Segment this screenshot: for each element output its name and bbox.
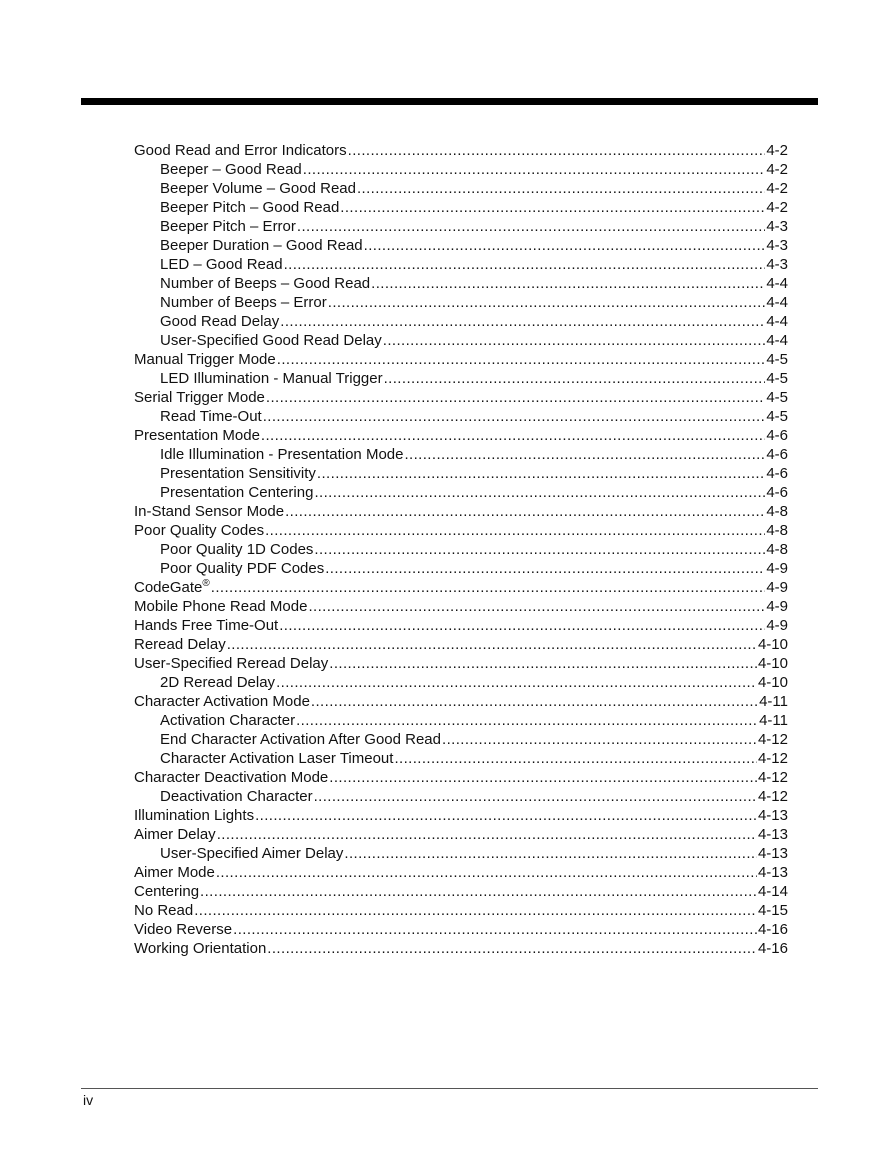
dot-leader bbox=[297, 217, 765, 236]
dot-leader bbox=[280, 312, 765, 331]
toc-entry[interactable] bbox=[134, 863, 788, 882]
toc-entry-title bbox=[160, 179, 356, 198]
toc-entry-title bbox=[160, 407, 262, 426]
toc-entry-title-text: Idle Illumination - Presentation Mode bbox=[160, 446, 404, 463]
header-rule bbox=[81, 98, 818, 105]
dot-leader bbox=[344, 844, 757, 863]
toc-entry-title bbox=[160, 445, 403, 464]
toc-entry[interactable] bbox=[134, 426, 788, 445]
toc-entry-title-text: Serial Trigger Mode bbox=[134, 389, 265, 406]
toc-entry[interactable] bbox=[134, 692, 788, 711]
dot-leader bbox=[266, 388, 765, 407]
toc-entry-page: 4-5 bbox=[766, 370, 788, 387]
toc-entry-title bbox=[134, 806, 254, 825]
dot-leader bbox=[314, 787, 757, 806]
dot-leader bbox=[371, 274, 765, 293]
toc-entry-title bbox=[134, 920, 232, 939]
toc-entry[interactable] bbox=[134, 445, 788, 464]
toc-entry-title bbox=[160, 711, 295, 730]
toc-entry-title bbox=[134, 350, 276, 369]
toc-entry-page: 4-10 bbox=[757, 636, 788, 653]
toc-entry-title bbox=[134, 635, 226, 654]
toc-entry-page: 4-12 bbox=[757, 769, 788, 786]
toc-entry-title bbox=[134, 578, 210, 597]
toc-entry-title-text: Beeper Duration – Good Read bbox=[160, 237, 363, 254]
toc-entry[interactable] bbox=[134, 711, 788, 730]
toc-entry[interactable] bbox=[134, 749, 788, 768]
toc-entry-title bbox=[160, 559, 324, 578]
toc-entry[interactable] bbox=[134, 616, 788, 635]
toc-entry-title-text: Number of Beeps – Good Read bbox=[160, 275, 371, 292]
toc-entry-title bbox=[134, 616, 278, 635]
dot-leader bbox=[404, 445, 765, 464]
toc-entry-title bbox=[134, 882, 199, 901]
toc-entry-title-text: User-Specified Good Read Delay bbox=[160, 332, 382, 349]
toc-entry-title-text: Hands Free Time-Out bbox=[134, 617, 279, 634]
toc-entry-title-text: Manual Trigger Mode bbox=[134, 351, 276, 368]
toc-entry-title bbox=[160, 160, 302, 179]
dot-leader bbox=[317, 464, 765, 483]
toc-entry-title-text: Beeper Pitch – Error bbox=[160, 218, 296, 235]
toc-entry-page: 4-9 bbox=[766, 598, 788, 615]
dot-leader bbox=[285, 502, 765, 521]
toc-entry-title-text: Activation Character bbox=[160, 712, 296, 729]
toc-entry-title-text: Centering bbox=[134, 883, 200, 900]
toc-entry-title bbox=[160, 293, 327, 312]
dot-leader bbox=[200, 882, 757, 901]
toc-entry[interactable] bbox=[134, 236, 788, 255]
toc-entry-title-text: 2D Reread Delay bbox=[160, 674, 276, 691]
toc-entry-title-text: Presentation Centering bbox=[160, 484, 314, 501]
toc-entry-title-text: Poor Quality Codes bbox=[134, 522, 265, 539]
toc-entry-title bbox=[160, 198, 339, 217]
dot-leader bbox=[216, 863, 757, 882]
toc-entry-page: 4-13 bbox=[757, 807, 788, 824]
toc-entry-title bbox=[160, 540, 313, 559]
toc-entry-title-text: Number of Beeps – Error bbox=[160, 294, 327, 311]
toc-entry-title bbox=[160, 730, 441, 749]
toc-entry[interactable] bbox=[134, 293, 788, 312]
toc-entry-page: 4-2 bbox=[766, 199, 788, 216]
toc-entry-title-text: Beeper Pitch – Good Read bbox=[160, 199, 340, 216]
toc-entry[interactable] bbox=[134, 844, 788, 863]
dot-leader bbox=[263, 407, 766, 426]
toc-entry[interactable] bbox=[134, 350, 788, 369]
footer-rule bbox=[81, 1088, 818, 1089]
toc-entry-page: 4-15 bbox=[757, 902, 788, 919]
toc-entry[interactable] bbox=[134, 597, 788, 616]
toc-entry-title bbox=[134, 901, 193, 920]
toc-entry[interactable] bbox=[134, 882, 788, 901]
dot-leader bbox=[227, 635, 757, 654]
dot-leader bbox=[357, 179, 765, 198]
toc-entry-title-text: Character Deactivation Mode bbox=[134, 769, 329, 786]
dot-leader bbox=[328, 293, 766, 312]
dot-leader bbox=[284, 255, 766, 274]
toc-entry-page: 4-16 bbox=[757, 940, 788, 957]
toc-entry[interactable] bbox=[134, 901, 788, 920]
dot-leader bbox=[314, 540, 765, 559]
toc-entry-page: 4-11 bbox=[759, 712, 788, 729]
dot-leader bbox=[211, 578, 766, 597]
toc-entry[interactable] bbox=[134, 540, 788, 559]
toc-entry-page: 4-12 bbox=[757, 750, 788, 767]
toc-entry[interactable] bbox=[134, 806, 788, 825]
toc-entry-title bbox=[134, 597, 307, 616]
dot-leader bbox=[279, 616, 765, 635]
dot-leader bbox=[364, 236, 766, 255]
toc-entry-page: 4-10 bbox=[757, 674, 788, 691]
toc-entry[interactable] bbox=[134, 578, 788, 597]
toc-entry-title bbox=[134, 692, 310, 711]
toc-entry-page: 4-6 bbox=[766, 484, 788, 501]
dot-leader bbox=[314, 483, 765, 502]
toc-entry-page: 4-3 bbox=[766, 218, 788, 235]
toc-entry[interactable] bbox=[134, 521, 788, 540]
dot-leader bbox=[340, 198, 765, 217]
toc-entry-page: 4-2 bbox=[766, 180, 788, 197]
toc-entry-title bbox=[134, 825, 216, 844]
toc-entry-title-text: Good Read Delay bbox=[160, 313, 280, 330]
toc-entry-title bbox=[134, 768, 328, 787]
toc-entry-title-text: Presentation Mode bbox=[134, 427, 260, 444]
dot-leader bbox=[329, 654, 757, 673]
toc-entry[interactable] bbox=[134, 217, 788, 236]
dot-leader bbox=[348, 141, 766, 160]
dot-leader bbox=[255, 806, 757, 825]
toc-entry[interactable] bbox=[134, 787, 788, 806]
dot-leader bbox=[308, 597, 765, 616]
toc-entry[interactable] bbox=[134, 654, 788, 673]
dot-leader bbox=[383, 331, 766, 350]
toc-entry-page: 4-13 bbox=[757, 864, 788, 881]
dot-leader bbox=[296, 711, 758, 730]
toc-entry[interactable] bbox=[134, 502, 788, 521]
toc-entry[interactable] bbox=[134, 198, 788, 217]
toc-entry-title-text: User-Specified Reread Delay bbox=[134, 655, 329, 672]
toc-entry[interactable] bbox=[134, 673, 788, 692]
dot-leader bbox=[442, 730, 757, 749]
toc-entry-title-text: Poor Quality 1D Codes bbox=[160, 541, 314, 558]
toc-entry-page: 4-14 bbox=[757, 883, 788, 900]
toc-entry[interactable] bbox=[134, 635, 788, 654]
toc-entry[interactable] bbox=[134, 331, 788, 350]
toc-entry-page: 4-6 bbox=[766, 427, 788, 444]
dot-leader bbox=[325, 559, 765, 578]
toc-entry[interactable] bbox=[134, 825, 788, 844]
toc-entry-page: 4-4 bbox=[766, 332, 788, 349]
toc-entry-title bbox=[134, 654, 328, 673]
toc-entry-title bbox=[134, 521, 264, 540]
toc-entry-title-text: Illumination Lights bbox=[134, 807, 255, 824]
toc-entry-title bbox=[134, 502, 284, 521]
toc-entry-title-text: Character Activation Laser Timeout bbox=[160, 750, 394, 767]
toc-entry-page: 4-4 bbox=[766, 294, 788, 311]
toc-entry-page: 4-3 bbox=[766, 237, 788, 254]
toc-entry-title bbox=[160, 749, 393, 768]
toc-entry-page: 4-2 bbox=[766, 142, 788, 159]
toc-entry[interactable] bbox=[134, 179, 788, 198]
toc-entry-page: 4-5 bbox=[766, 351, 788, 368]
dot-leader bbox=[384, 369, 766, 388]
toc-entry[interactable] bbox=[134, 730, 788, 749]
toc-entry-title-text: In-Stand Sensor Mode bbox=[134, 503, 285, 520]
dot-leader bbox=[329, 768, 757, 787]
toc-entry-title-text: Poor Quality PDF Codes bbox=[160, 560, 325, 577]
toc-entry-page: 4-13 bbox=[757, 826, 788, 843]
toc-entry-page: 4-4 bbox=[766, 275, 788, 292]
toc-entry-title bbox=[160, 369, 383, 388]
toc-entry-title bbox=[160, 787, 313, 806]
toc-entry[interactable] bbox=[134, 464, 788, 483]
toc-entry-title-text: Reread Delay bbox=[134, 636, 226, 653]
dot-leader bbox=[276, 673, 757, 692]
toc-entry-title-text: Presentation Sensitivity bbox=[160, 465, 316, 482]
dot-leader bbox=[311, 692, 758, 711]
toc-entry[interactable] bbox=[134, 939, 788, 958]
toc-entry-title bbox=[160, 236, 363, 255]
toc-entry-title-text: LED – Good Read bbox=[160, 256, 283, 273]
toc-entry-page: 4-9 bbox=[766, 617, 788, 634]
dot-leader bbox=[394, 749, 757, 768]
toc-entry-title bbox=[134, 426, 260, 445]
footer-page-number: iv bbox=[83, 1092, 94, 1108]
toc-entry-title bbox=[134, 939, 266, 958]
toc-entry-page: 4-3 bbox=[766, 256, 788, 273]
toc-entry-title-text: Aimer Delay bbox=[134, 826, 216, 843]
toc-entry-page: 4-13 bbox=[757, 845, 788, 862]
toc-entry[interactable] bbox=[134, 160, 788, 179]
toc-entry-page: 4-8 bbox=[766, 522, 788, 539]
toc-entry-page: 4-12 bbox=[757, 788, 788, 805]
toc-entry-page: 4-5 bbox=[766, 389, 788, 406]
dot-leader bbox=[265, 521, 765, 540]
toc-entry-title bbox=[134, 388, 265, 407]
toc-entry[interactable] bbox=[134, 407, 788, 426]
toc-entry-title-text: Working Orientation bbox=[134, 940, 267, 957]
toc-entry-title-text: Character Activation Mode bbox=[134, 693, 310, 710]
dot-leader bbox=[267, 939, 757, 958]
toc-entry-page: 4-16 bbox=[757, 921, 788, 938]
toc-entry-title-text: LED Illumination - Manual Trigger bbox=[160, 370, 383, 387]
toc-entry-title bbox=[160, 312, 279, 331]
toc-entry-title-text: CodeGate bbox=[134, 579, 203, 596]
toc-entry-title bbox=[160, 464, 316, 483]
dot-leader bbox=[303, 160, 766, 179]
dot-leader bbox=[217, 825, 757, 844]
toc-entry-title bbox=[160, 331, 382, 350]
toc-entry-title-text: Beeper – Good Read bbox=[160, 161, 302, 178]
toc-entry-title-text: User-Specified Aimer Delay bbox=[160, 845, 344, 862]
toc-entry[interactable] bbox=[134, 312, 788, 331]
dot-leader bbox=[277, 350, 766, 369]
toc-entry-title bbox=[160, 217, 296, 236]
toc-entry-title bbox=[160, 274, 370, 293]
toc-entry-page: 4-11 bbox=[759, 693, 788, 710]
toc-entry[interactable] bbox=[134, 274, 788, 293]
registered-mark: ® bbox=[202, 578, 210, 589]
toc-entry-page: 4-6 bbox=[766, 465, 788, 482]
toc-entry-title-text: Mobile Phone Read Mode bbox=[134, 598, 308, 615]
toc-entry-title-text: Video Reverse bbox=[134, 921, 233, 938]
toc-entry-page: 4-12 bbox=[757, 731, 788, 748]
dot-leader bbox=[233, 920, 757, 939]
toc-entry-page: 4-9 bbox=[766, 560, 788, 577]
toc-entry-page: 4-5 bbox=[766, 408, 788, 425]
toc-entry-title-text: Deactivation Character bbox=[160, 788, 313, 805]
toc-entry-title-text: Beeper Volume – Good Read bbox=[160, 180, 356, 197]
toc-entry-page: 4-4 bbox=[766, 313, 788, 330]
toc-entry-title-text: End Character Activation After Good Read bbox=[160, 731, 441, 748]
toc-entry-title-text: Good Read and Error Indicators bbox=[134, 142, 347, 159]
dot-leader bbox=[194, 901, 757, 920]
toc-entry-page: 4-10 bbox=[757, 655, 788, 672]
toc-entry-title bbox=[160, 483, 313, 502]
toc-entry[interactable] bbox=[134, 559, 788, 578]
toc-entry-title-text: Read Time-Out bbox=[160, 408, 262, 425]
toc-entry-title-text: Aimer Mode bbox=[134, 864, 215, 881]
toc-entry-page: 4-2 bbox=[766, 161, 788, 178]
toc-entry[interactable] bbox=[134, 141, 788, 160]
toc-entry[interactable] bbox=[134, 483, 788, 502]
toc-entry[interactable] bbox=[134, 768, 788, 787]
toc-entry-page: 4-8 bbox=[766, 503, 788, 520]
toc-entry-title bbox=[160, 673, 275, 692]
toc-entry[interactable] bbox=[134, 255, 788, 274]
toc-entry-title bbox=[160, 844, 343, 863]
toc-entry-page: 4-8 bbox=[766, 541, 788, 558]
toc-entry[interactable] bbox=[134, 920, 788, 939]
dot-leader bbox=[261, 426, 765, 445]
toc-entry-title bbox=[134, 141, 347, 160]
toc-entry-title bbox=[160, 255, 283, 274]
toc-entry-title-text: No Read bbox=[134, 902, 194, 919]
toc-entry-page: 4-9 bbox=[766, 579, 788, 596]
toc-entry-title bbox=[134, 863, 215, 882]
toc-entry-page: 4-6 bbox=[766, 446, 788, 463]
toc-entry[interactable] bbox=[134, 369, 788, 388]
table-of-contents bbox=[134, 141, 788, 958]
toc-entry[interactable] bbox=[134, 388, 788, 407]
